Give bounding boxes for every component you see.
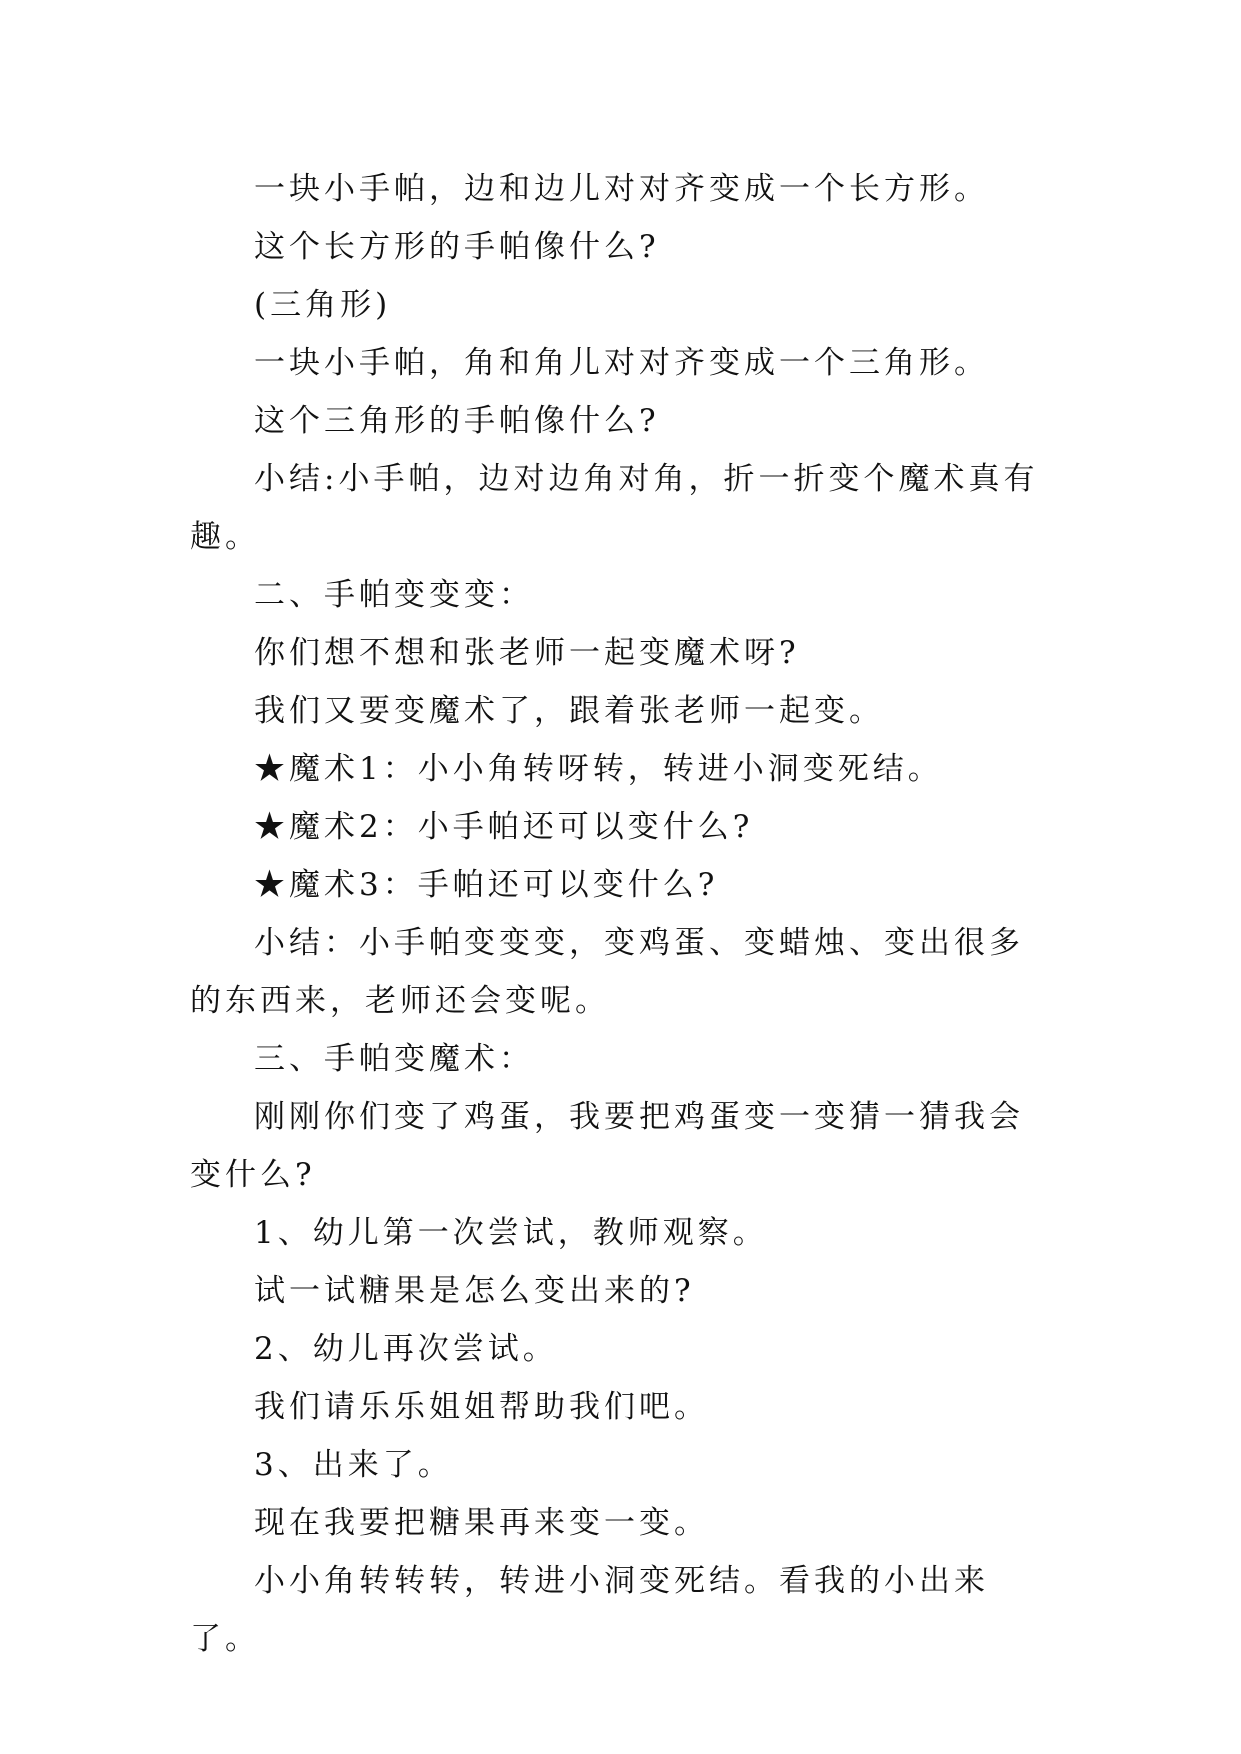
list-item: 1、幼儿第一次尝试，教师观察。 [254, 1215, 768, 1251]
list-item: 2、幼儿再次尝试。 [254, 1331, 558, 1367]
paragraph: 我们请乐乐姐姐帮助我们吧。 [254, 1389, 709, 1425]
paragraph: (三角形) [254, 287, 392, 323]
paragraph: 一块小手帕，角和角儿对对齐变成一个三角形。 [254, 345, 989, 381]
paragraph: 一块小手帕，边和边儿对对齐变成一个长方形。 [254, 171, 989, 207]
paragraph: 这个长方形的手帕像什么? [254, 229, 660, 265]
magic-item: ★魔术1：小小角转呀转，转进小洞变死结。 [254, 751, 943, 787]
paragraph: 你们想不想和张老师一起变魔术呀? [254, 635, 800, 671]
paragraph: 小结:小手帕，边对边角对角，折一折变个魔术真有趣。 [190, 461, 1039, 555]
magic-item: ★魔术2：小手帕还可以变什么? [254, 809, 754, 845]
paragraph: 这个三角形的手帕像什么? [254, 403, 660, 439]
section-heading: 三、手帕变魔术： [254, 1041, 534, 1077]
magic-item: ★魔术3：手帕还可以变什么? [254, 867, 719, 903]
document-body [190, 160, 1050, 1668]
paragraph: 我们又要变魔术了，跟着张老师一起变。 [254, 693, 884, 729]
paragraph: 刚刚你们变了鸡蛋，我要把鸡蛋变一变猜一猜我会变什么? [190, 1099, 1024, 1193]
section-heading: 二、手帕变变变： [254, 577, 534, 613]
paragraph: 试一试糖果是怎么变出来的? [254, 1273, 695, 1309]
paragraph: 小小角转转转，转进小洞变死结。看我的小出来了。 [190, 1563, 989, 1657]
paragraph: 现在我要把糖果再来变一变。 [254, 1505, 709, 1541]
paragraph: 小结：小手帕变变变，变鸡蛋、变蜡烛、变出很多的东西来，老师还会变呢。 [190, 925, 1024, 1019]
list-item: 3、出来了。 [254, 1447, 453, 1483]
